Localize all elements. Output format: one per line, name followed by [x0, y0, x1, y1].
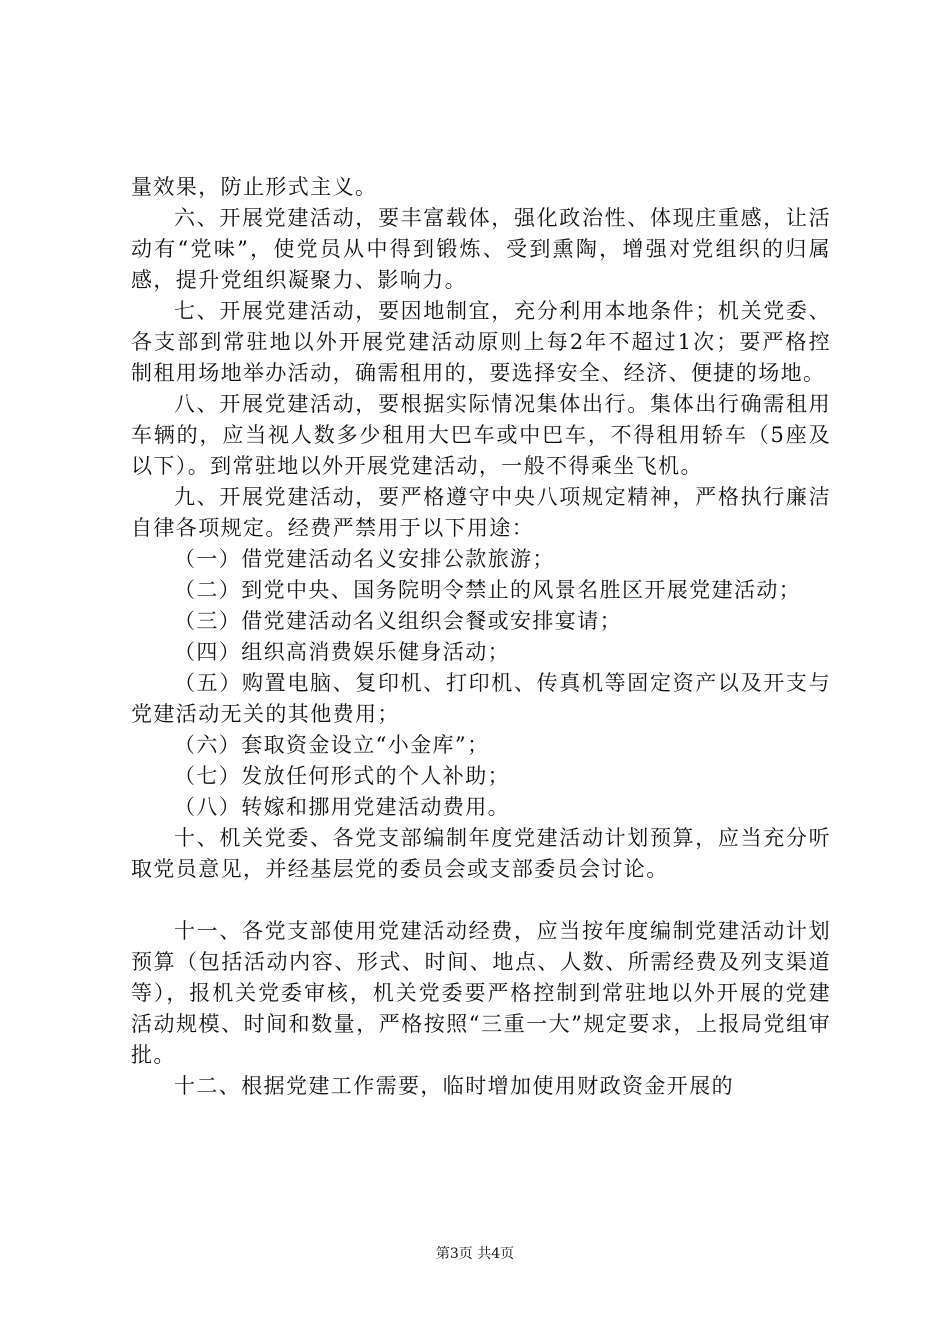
- page-number: 第3页 共4页: [435, 1246, 515, 1262]
- paragraph-item-12: 十二、根据党建工作需要，临时增加使用财政资金开展的: [174, 1074, 734, 1098]
- paragraph-continuation: 量效果，防止形式主义。: [131, 175, 378, 199]
- prohibited-use-8: （八）转嫁和挪用党建活动费用。: [174, 795, 510, 819]
- document-body: [131, 172, 831, 1102]
- paragraph-item-6: 六、开展党建活动，要丰富载体，强化政治性、体现庄重感，让活动有“党味”，使党员从中得到锻炼、受到熏陶，增强对党组织的归属感，提升党组织凝聚力、影响力。: [131, 206, 831, 292]
- prohibited-use-1: （一）借党建活动名义安排公款旅游；: [174, 547, 555, 571]
- paragraph-item-9: 九、开展党建活动，要严格遵守中央八项规定精神，严格执行廉洁自律各项规定。经费严禁用于以下用途：: [131, 485, 831, 540]
- prohibited-use-5: （五）购置电脑、复印机、打印机、传真机等固定资产以及开支与党建活动无关的其他费用；: [131, 671, 831, 726]
- page-footer: [0, 1245, 950, 1263]
- paragraph-spacer: [131, 885, 831, 916]
- prohibited-use-4: （四）组织高消费娱乐健身活动；: [174, 640, 510, 664]
- prohibited-use-3: （三）借党建活动名义组织会餐或安排宴请；: [174, 609, 622, 633]
- paragraph-item-10: 十、机关党委、各党支部编制年度党建活动计划预算，应当充分听取党员意见，并经基层党的委员会或支部委员会讨论。: [131, 826, 831, 881]
- paragraph-item-7: 七、开展党建活动，要因地制宜，充分利用本地条件；机关党委、各支部到常驻地以外开展党建活动原则上每2年不超过1次；要严格控制租用场地举办活动，确需租用的，要选择安全、经济、便捷的场地。: [131, 299, 831, 385]
- prohibited-use-7: （七）发放任何形式的个人补助；: [174, 764, 510, 788]
- prohibited-use-6: （六）套取资金设立“小金库”；: [174, 733, 490, 757]
- paragraph-item-8: 八、开展党建活动，要根据实际情况集体出行。集体出行确需租用车辆的，应当视人数多少租用大巴车或中巴车，不得租用轿车（5座及以下）。到常驻地以外开展党建活动，一般不得乘坐飞机。: [131, 392, 831, 478]
- prohibited-use-2: （二）到党中央、国务院明令禁止的风景名胜区开展党建活动；: [174, 578, 802, 602]
- paragraph-item-11: 十一、各党支部使用党建活动经费，应当按年度编制党建活动计划预算（包括活动内容、形式、时间、地点、人数、所需经费及列支渠道等），报机关党委审核，机关党委要严格控制到常驻地以外开展的党建活动规模、时间和数量，严格按照“三重一大”规定要求，上报局党组审批。: [131, 919, 831, 1067]
